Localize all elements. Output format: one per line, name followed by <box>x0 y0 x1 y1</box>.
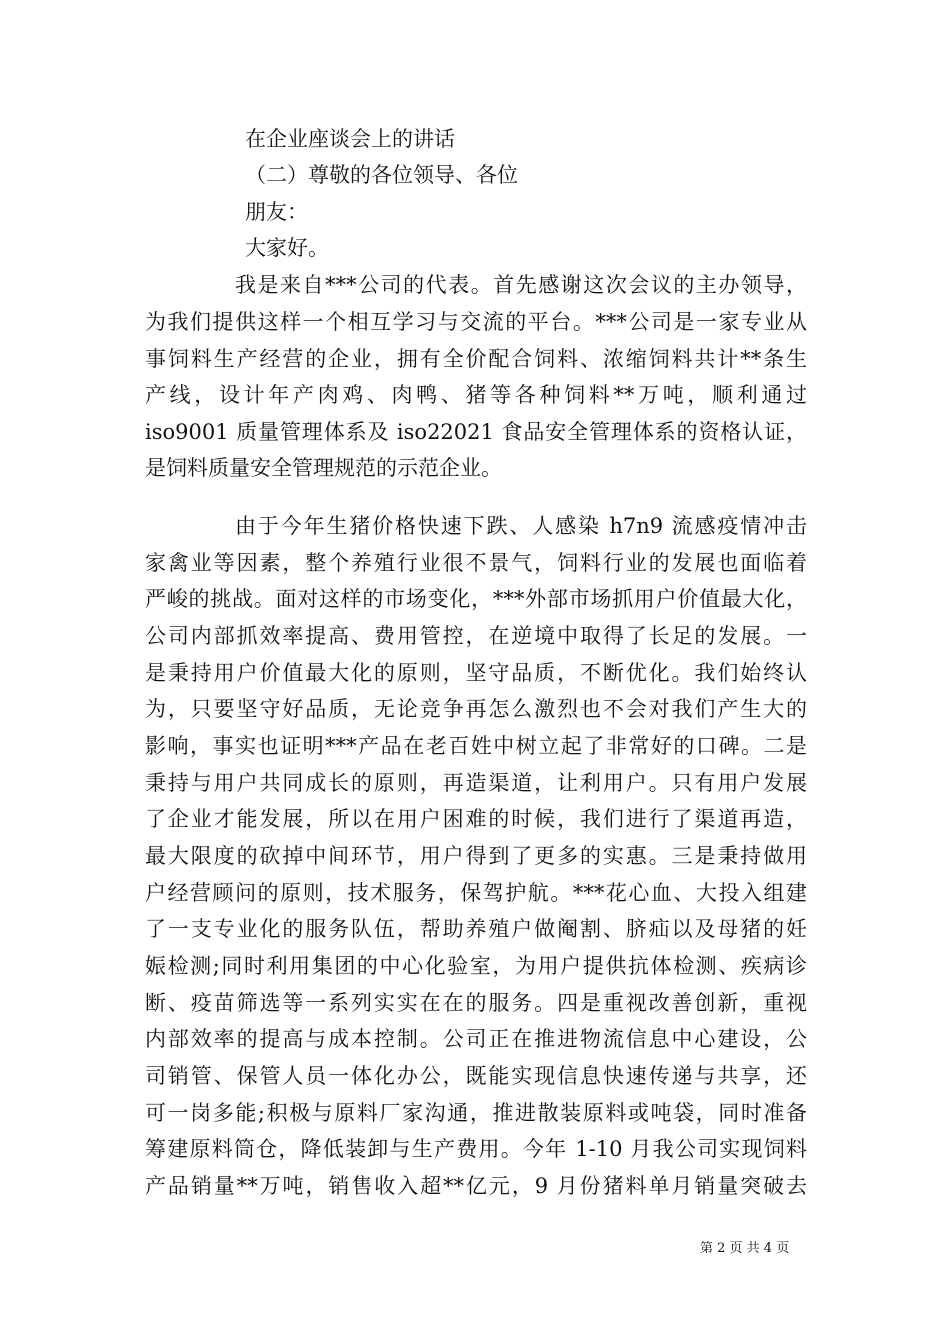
paragraph-2-line: 筹建原料筒仓，降低装卸与生产费用。今年 1-10 月我公司实现饲料 <box>145 1137 807 1161</box>
paragraph-1-line: 产线，设计年产肉鸡、肉鸭、猪等各种饲料**万吨，顺利通过 <box>145 383 807 407</box>
paragraph-2-line: 娠检测;同时利用集团的中心化验室，为用户提供抗体检测、疾病诊 <box>145 954 807 978</box>
paragraph-2-line: 由于今年生猪价格快速下跌、人感染 h7n9 流感疫情冲击 <box>235 514 807 538</box>
paragraph-2-line: 为，只要坚守好品质，无论竞争再怎么激烈也不会对我们产生大的 <box>145 697 807 721</box>
document-title: 在企业座谈会上的讲话 <box>245 127 455 151</box>
paragraph-2-line: 司销管、保管人员一体化办公，既能实现信息快速传递与共享，还 <box>145 1064 807 1088</box>
paragraph-1-line: 事饲料生产经营的企业，拥有全价配合饲料、浓缩饲料共计**条生 <box>145 347 807 371</box>
paragraph-2-line: 家禽业等因素，整个养殖行业很不景气，饲料行业的发展也面临着 <box>145 551 807 575</box>
paragraph-2-line: 断、疫苗筛选等一系列实实在在的服务。四是重视改善创新，重视 <box>145 991 807 1015</box>
paragraph-2-line: 产品销量**万吨，销售收入超**亿元，9 月份猪料单月销量突破去 <box>145 1174 807 1198</box>
paragraph-2-line: 是秉持用户价值最大化的原则，坚守品质，不断优化。我们始终认 <box>145 661 807 685</box>
paragraph-2-line: 户经营顾问的原则，技术服务，保驾护航。***花心血、大投入组建 <box>145 881 807 905</box>
paragraph-2-line: 秉持与用户共同成长的原则，再造渠道，让利用户。只有用户发展 <box>145 771 807 795</box>
paragraph-2-line: 了一支专业化的服务队伍，帮助养殖户做阉割、脐疝以及母猪的妊 <box>145 917 807 941</box>
paragraph-2-line: 了企业才能发展，所以在用户困难的时候，我们进行了渠道再造， <box>145 807 807 831</box>
greeting: 大家好。 <box>245 236 329 260</box>
paragraph-2-line: 公司内部抓效率提高、费用管控，在逆境中取得了长足的发展。一 <box>145 624 807 648</box>
paragraph-2-line: 可一岗多能;积极与原料厂家沟通，推进散装原料或吨袋，同时准备 <box>145 1101 807 1125</box>
paragraph-1-line: iso9001 质量管理体系及 iso22021 食品安全管理体系的资格认证， <box>145 420 807 444</box>
paragraph-2-line: 内部效率的提高与成本控制。公司正在推进物流信息中心建设，公 <box>145 1027 807 1051</box>
paragraph-1-line: 为我们提供这样一个相互学习与交流的平台。***公司是一家专业从 <box>145 310 807 334</box>
paragraph-1-line: 是饲料质量安全管理规范的示范企业。 <box>145 456 502 480</box>
salutation: 朋友： <box>245 200 308 224</box>
paragraph-2-line: 最大限度的砍掉中间环节，用户得到了更多的实惠。三是秉持做用 <box>145 844 807 868</box>
paragraph-2-line: 严峻的挑战。面对这样的市场变化，***外部市场抓用户价值最大化， <box>145 587 807 611</box>
paragraph-2-line: 影响，事实也证明***产品在老百姓中树立起了非常好的口碑。二是 <box>145 734 807 758</box>
page-number: 第 2 页 共 4 页 <box>700 1241 790 1256</box>
paragraph-1-line: 我是来自***公司的代表。首先感谢这次会议的主办领导， <box>235 273 807 297</box>
document-subtitle: （二）尊敬的各位领导、各位 <box>245 163 518 187</box>
